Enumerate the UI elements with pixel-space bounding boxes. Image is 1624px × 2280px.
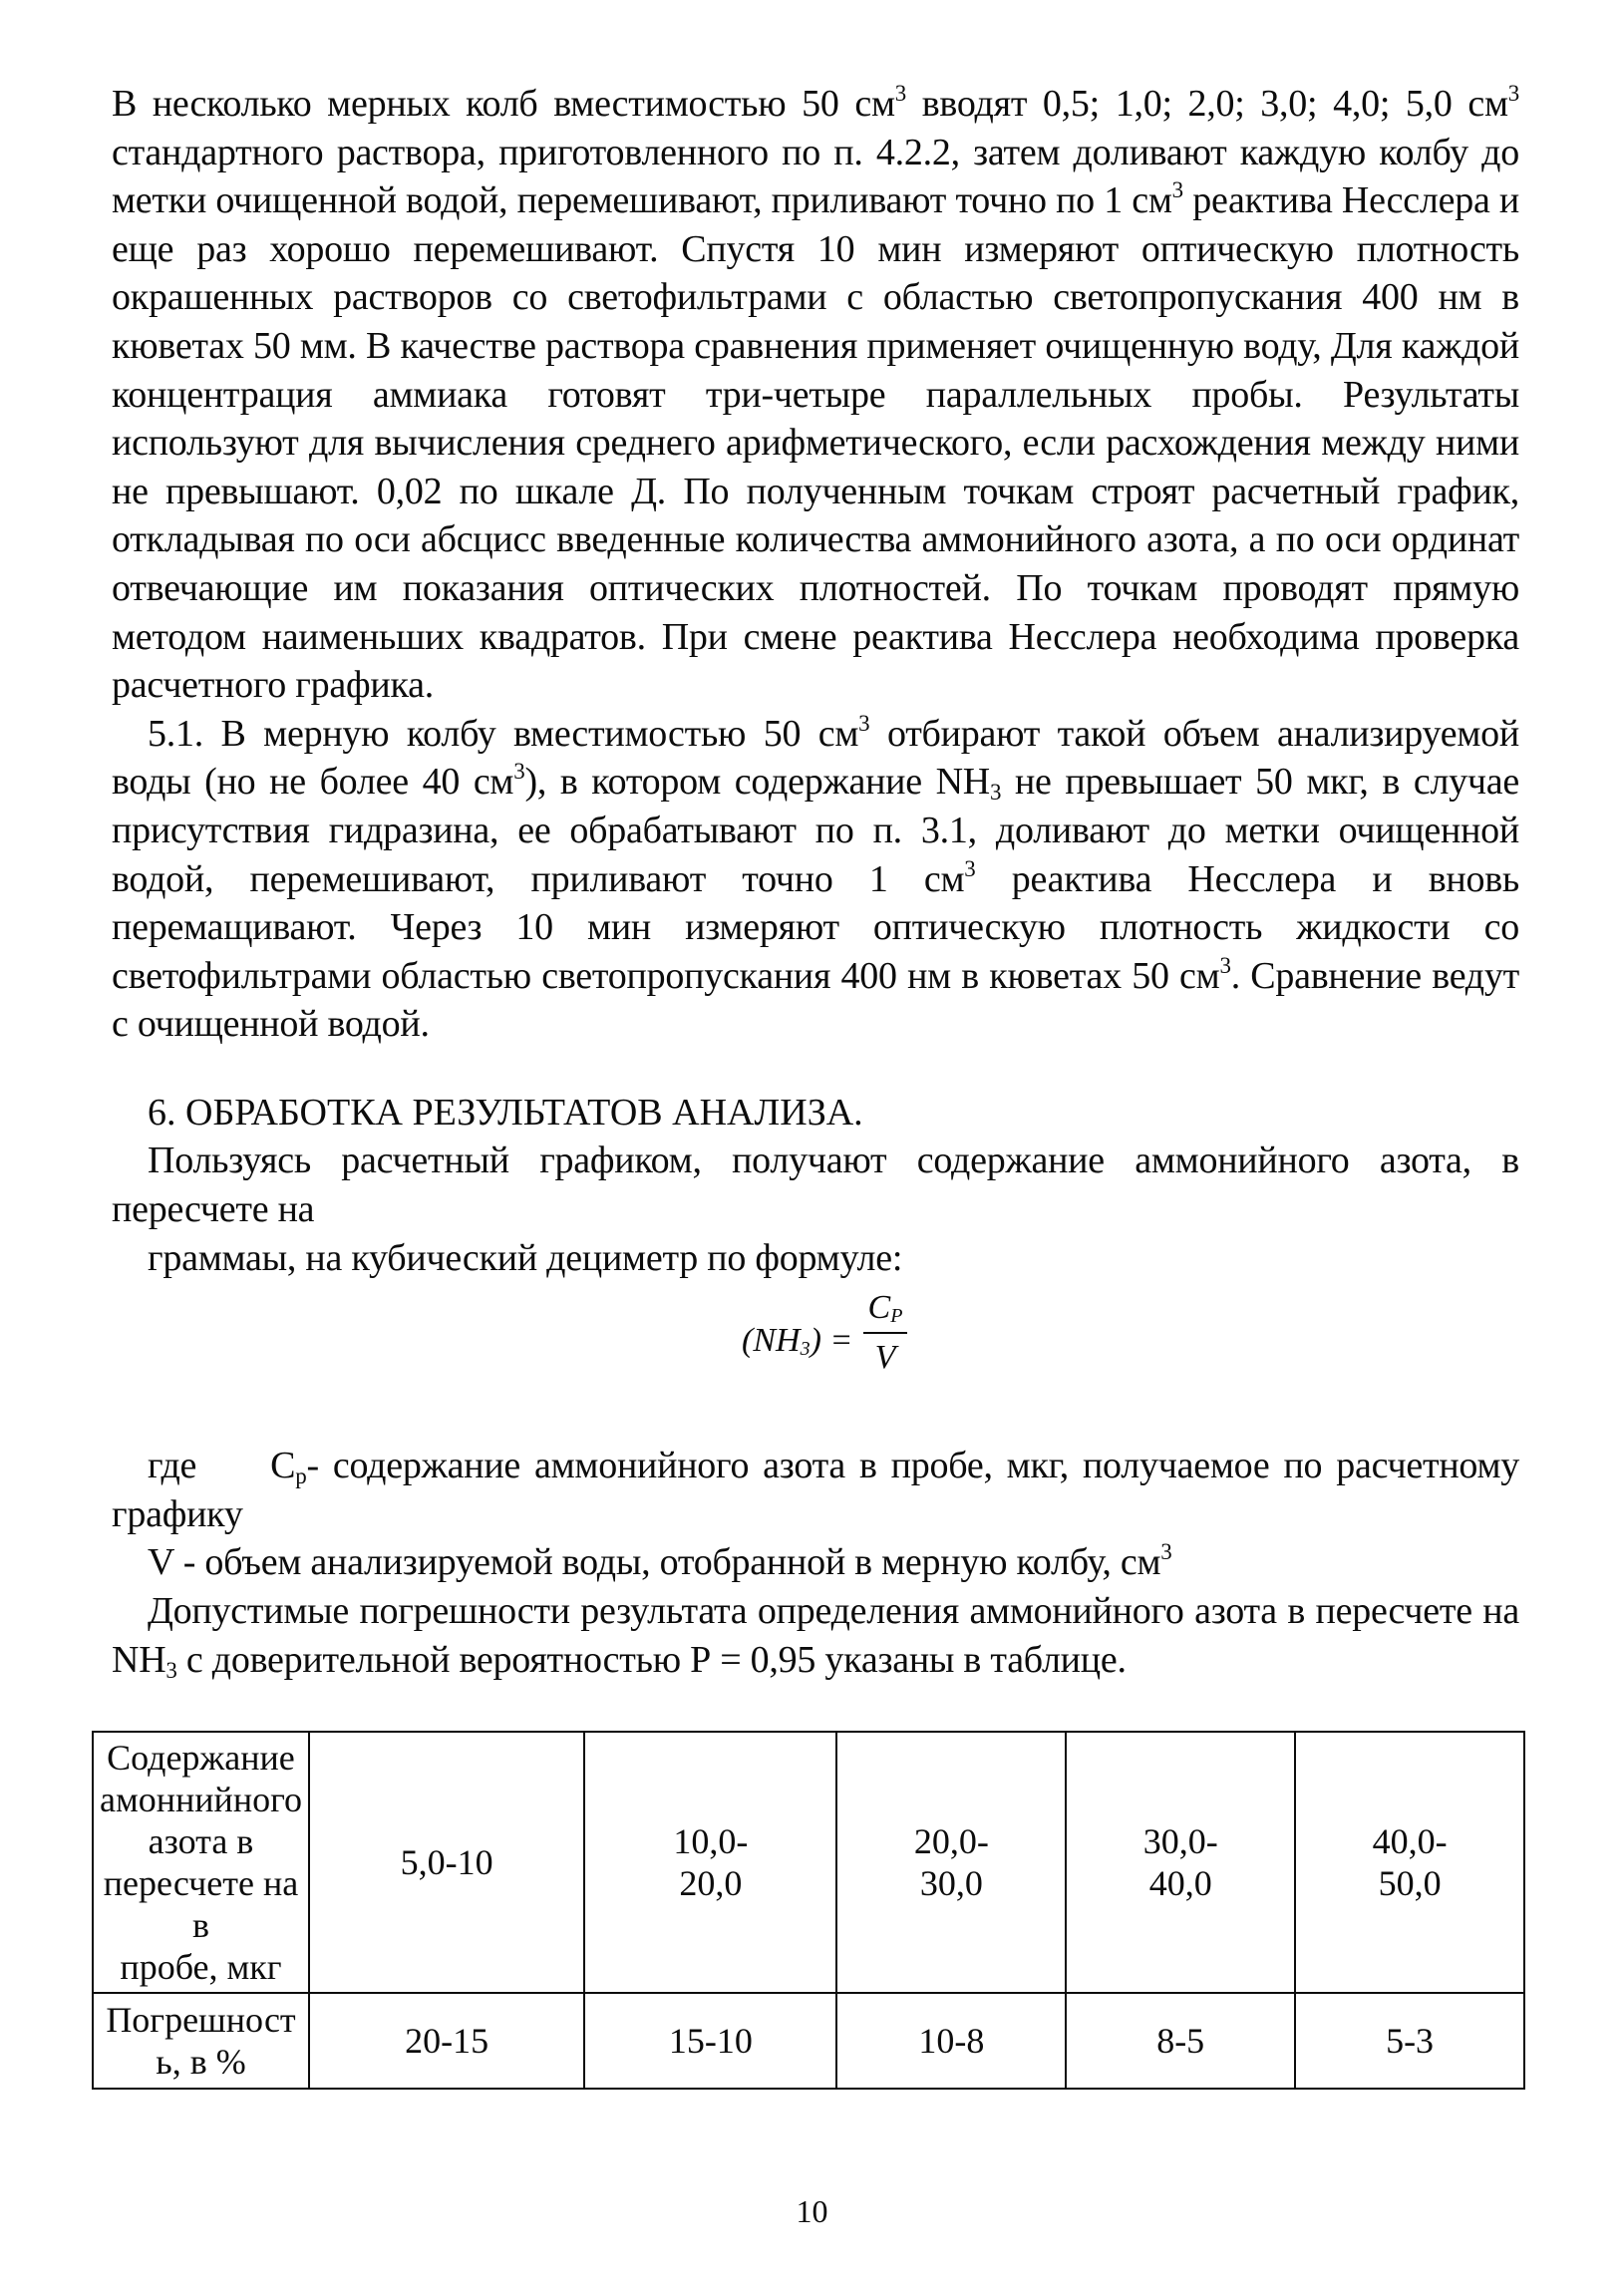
table-header-error: Погрешност ь, в % [93,1993,309,2089]
table-row [93,1993,1524,2089]
section-intro: Пользуясь расчетный графиком, получают содержание аммонийного азота, в пересчете на [112,1140,1519,1231]
tolerance-text: Допустимые погрешности результата определения аммонийного азота в пересчете на $NH_3$ с доверительной вероятностью Р = 0,95 указаны в таблице. [112,1590,1519,1683]
where-label: где [148,1445,197,1487]
document-page [112,80,1519,1684]
table-cell: 30,0- 40,0 [1066,1732,1295,1993]
formula-fraction [863,1286,907,1380]
section-heading: 6. ОБРАБОТКА РЕЗУЛЬТАТОВ АНАЛИЗА. [148,1091,863,1134]
table-cell: 5-3 [1295,1993,1524,2089]
table-header-content: Содержание амоннийного азота в пересчете на в пробе, мкг [93,1732,309,1993]
fraction-bar [863,1332,907,1334]
table-cell: 10,0- 20,0 [584,1732,836,1993]
formula [742,1286,1519,1396]
formula-lhs: $(NH_3)$ = [742,1322,853,1361]
page-number: 10 [796,2193,828,2229]
table-cell: 20,0- 30,0 [836,1732,1066,1993]
paragraph-calibration: В несколько мерных колб вместимостью 50 $см^3$ вводят 0,5; 1,0; 2,0; 3,0; 4,0; 5,0 $см^3$ стандартного раствора, приготовленного по п. 4.2.2, затем доливают каждую колбу до метки очищенной водой, перемешивают, приливают точно по 1 $см^3$ реактива Несслера и еще раз хорошо перемешивают. Спустя 10 мин измеряют оптическую плотность окрашенных растворов со светофильтрами с областью светопропускания 400 нм в кюветах 50 мм. В качестве раствора сравнения применяет очищенную воду, Для каждой концентрация аммиака готовят три-четыре параллельных пробы. Результаты используют для вычисления среднего арифметического, если расхождения между ними не превышают. 0,02 по шкале Д. По полученным точкам строят расчетный график, откладывая по оси абсцисс введенные количества аммонийного азота, а по оси ординат отвечающие им показания оптических плотностей. По точкам проводят прямую методом наименьших квадратов. При смене реактива Несслера необходима проверка расчетного графика. [112,81,1519,707]
table-cell: 40,0- 50,0 [1295,1732,1524,1993]
table-cell: 10-8 [836,1993,1066,2089]
table-cell: 5,0-10 [309,1732,584,1993]
section-intro-2: граммаы, на кубический дециметр по формуле: [148,1236,903,1279]
error-table [92,1731,1525,2090]
table-cell: 8-5 [1066,1993,1295,2089]
table-row [93,1732,1524,1993]
paragraph-5-1: 5.1. В мерную колбу вместимостью 50 $см^3$ отбирают такой объем анализируемой воды (но не более 40 $см^3$), в котором содержание $NH_3$ не превышает 50 мкг, в случае присутствия гидразина, ее обрабатывают по п. 3.1, доливают до метки очищенной водой, перемешивают, приливают точно 1 $см^3$ реактива Несслера и вновь перемащивают. Через 10 мин измеряют оптическую плотность жидкости со светофильтрами областью светопропускания 400 нм в кюветах 50 $см^3$. Сравнение ведут с очищенной водой. [112,710,1520,1046]
where-cp: где $C_p-$ содержание аммонийного азота в пробе, мкг, получаемое по расчетному графику [112,1445,1519,1535]
table-cell: 20-15 [309,1993,584,2089]
formula-denominator: V [874,1339,896,1377]
formula-numerator: $C_P$ [867,1289,903,1328]
table-cell: 15-10 [584,1993,836,2089]
where-v: V - объем анализируемой воды, отобранной в мерную колбу, $см^3$ [148,1539,1172,1584]
